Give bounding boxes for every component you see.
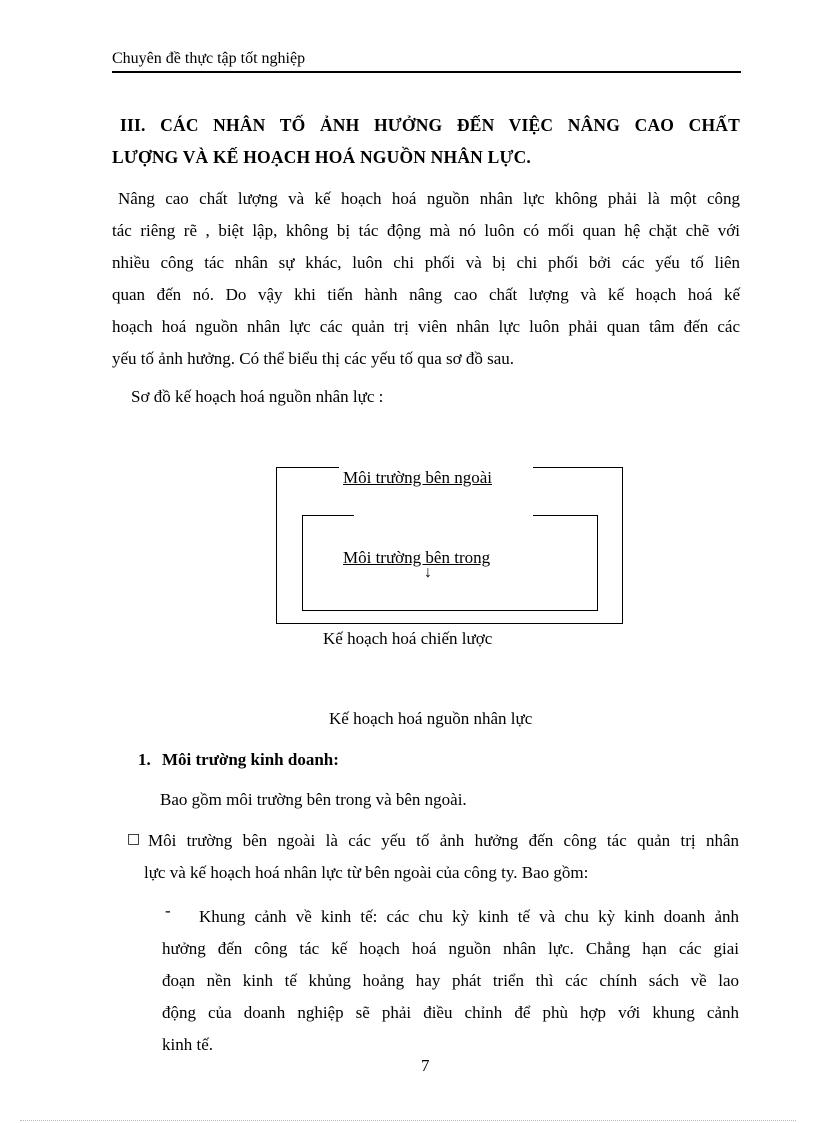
- running-header: Chuyên đề thực tập tốt nghiệp: [112, 50, 306, 67]
- dash-item-line: Khung cảnh về kinh tế: các chu kỳ kinh tế và chu kỳ kinh doanh ảnh: [199, 907, 739, 926]
- outer-frame-bottom: [276, 623, 623, 624]
- diagram-caption: Sơ đồ kế hoạch hoá nguồn nhân lực :: [131, 387, 384, 406]
- outer-frame-left: [276, 467, 277, 624]
- inner-frame-right: [597, 515, 598, 611]
- intro-line: tác riêng rẽ , biệt lập, không bị tác động mà nó luôn có mối quan hệ chặt chẽ với: [112, 221, 740, 240]
- dash-item-line: kinh tế.: [162, 1035, 213, 1054]
- inner-frame-left: [302, 515, 303, 611]
- inner-frame-top-left: [302, 515, 354, 516]
- section-heading-line-2: LƯỢNG VÀ KẾ HOẠCH HOÁ NGUỒN NHÂN LỰC.: [112, 147, 531, 167]
- intro-line: Nâng cao chất lượng và kế hoạch hoá nguồn nhân lực không phải là một công: [118, 189, 740, 208]
- bullet-paragraph: [144, 825, 739, 895]
- inner-environment-label: Môi trường bên trong: [343, 548, 491, 567]
- page-bottom-divider: [20, 1120, 796, 1121]
- dash-marker: -: [165, 901, 171, 920]
- section-heading-line-1: III. CÁC NHÂN TỐ ẢNH HƯỞNG ĐẾN VIỆC NÂNG CAO CHẤT: [120, 115, 740, 135]
- intro-line: nhiều công tác nhân sự khác, luôn chi phối và bị chi phối bởi các yếu tố liên: [112, 253, 740, 272]
- intro-line: quan đến nó. Do vậy khi tiến hành nâng cao chất lượng và kế hoạch hoá kế: [112, 285, 740, 304]
- subsection-number: 1.: [138, 750, 151, 769]
- bullet-line: lực và kế hoạch hoá nhân lực từ bên ngoài của công ty. Bao gồm:: [144, 863, 589, 882]
- bullet-square-icon: □: [127, 831, 141, 847]
- bullet-line: Môi trường bên ngoài là các yếu tố ảnh hưởng đến công tác quản trị nhân: [148, 831, 739, 850]
- hr-planning-label: Kế hoạch hoá nguồn nhân lực: [329, 709, 533, 728]
- outer-frame-right: [622, 467, 623, 624]
- dash-item-line: hưởng đến công tác kế hoạch hoá nguồn nhân lực. Chẳng hạn các giai: [162, 939, 739, 958]
- intro-line: yếu tố ảnh hưởng. Có thể biểu thị các yếu tố qua sơ đồ sau.: [112, 349, 515, 368]
- subsection-title: Môi trường kinh doanh:: [162, 750, 339, 769]
- dash-item-line: đoạn nền kinh tế khủng hoảng hay phát triển thì các chính sách về lao: [162, 971, 739, 990]
- intro-line: hoạch hoá nguồn nhân lực các quản trị viên nhân lực luôn phải quan tâm đến các: [112, 317, 740, 336]
- outer-frame-top-right: [533, 467, 623, 468]
- subsection-intro: Bao gồm môi trường bên trong và bên ngoài.: [160, 790, 467, 809]
- outer-environment-label: Môi trường bên ngoài: [343, 468, 492, 487]
- strategic-planning-label: Kế hoạch hoá chiến lược: [323, 629, 493, 648]
- dash-item-line: động của doanh nghiệp sẽ phải điều chỉnh để phù hợp với khung cảnh: [162, 1003, 739, 1022]
- down-arrow-icon: ↓: [424, 564, 432, 581]
- page-number: 7: [421, 1056, 430, 1075]
- dash-item-paragraph: [162, 901, 739, 1061]
- inner-frame-bottom: [302, 610, 598, 611]
- inner-frame-top-right: [533, 515, 598, 516]
- outer-frame-top-left: [276, 467, 339, 468]
